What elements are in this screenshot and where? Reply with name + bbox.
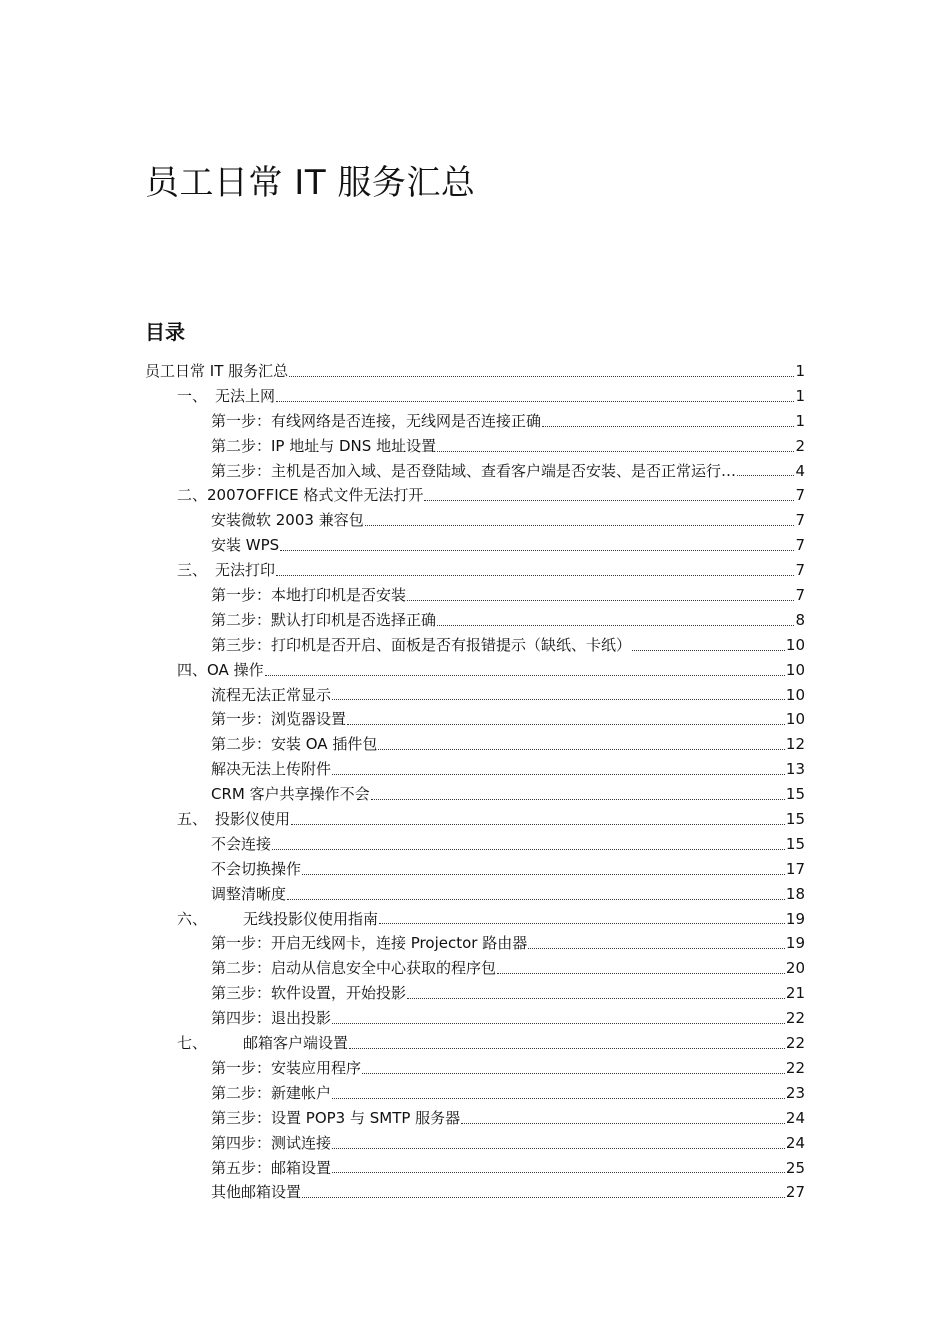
toc-entry[interactable] bbox=[145, 832, 805, 857]
toc-page-number: 1 bbox=[795, 362, 805, 380]
document-title: 员工日常 IT 服务汇总 bbox=[145, 163, 476, 203]
toc-entry-title: 安装 WPS bbox=[211, 536, 280, 555]
toc-entry[interactable] bbox=[145, 931, 805, 956]
toc-entry[interactable] bbox=[145, 956, 805, 981]
toc-heading: 目录 bbox=[145, 320, 185, 344]
toc-entry-title: 员工日常 IT 服务汇总 bbox=[145, 362, 289, 380]
toc-dot-leader bbox=[528, 947, 785, 949]
toc-entry-title: 第一步：浏览器设置 bbox=[211, 710, 347, 729]
toc-page-number: 20 bbox=[785, 959, 805, 978]
toc-entry[interactable] bbox=[145, 459, 805, 484]
toc-entry-title: 第三步：打印机是否开启、面板是否有报错提示（缺纸、卡纸） bbox=[211, 635, 632, 654]
toc-page-number: 17 bbox=[785, 859, 805, 878]
toc-entry[interactable] bbox=[145, 558, 805, 583]
toc-entry-title: 第四步：退出投影 bbox=[211, 1009, 332, 1028]
toc-dot-leader bbox=[280, 549, 794, 551]
toc-dot-leader bbox=[332, 698, 785, 700]
toc-entry-title: 第一步：本地打印机是否安装 bbox=[211, 586, 407, 605]
toc-page-number: 15 bbox=[785, 785, 805, 804]
toc-page-number: 8 bbox=[795, 610, 805, 629]
toc-entry-title: 调整清晰度 bbox=[211, 884, 287, 903]
toc-dot-leader bbox=[276, 574, 794, 576]
toc-entry[interactable] bbox=[145, 483, 805, 508]
toc-dot-leader bbox=[291, 823, 785, 825]
toc-entry-title: 第二步：启动从信息安全中心获取的程序包 bbox=[211, 959, 497, 978]
toc-entry[interactable] bbox=[145, 633, 805, 658]
toc-entry-title: 不会切换操作 bbox=[211, 859, 302, 878]
toc-entry-title: 其他邮箱设置 bbox=[211, 1183, 302, 1202]
toc-page-number: 10 bbox=[785, 710, 805, 729]
toc-entry[interactable] bbox=[145, 857, 805, 882]
toc-entry-title: 第二步：新建帐户 bbox=[211, 1083, 332, 1102]
toc-dot-leader bbox=[407, 997, 785, 999]
toc-entry-number: 七、 bbox=[177, 1034, 208, 1053]
toc-entry-title: 流程无法正常显示 bbox=[211, 685, 332, 704]
toc-entry[interactable] bbox=[145, 907, 805, 932]
toc-entry-title: 第三步：软件设置，开始投影 bbox=[211, 984, 407, 1003]
toc-page-number: 24 bbox=[785, 1108, 805, 1127]
toc-entry[interactable] bbox=[145, 583, 805, 608]
toc-entry[interactable] bbox=[145, 1056, 805, 1081]
toc-entry-number: 三、 bbox=[177, 561, 208, 580]
toc-page-number: 13 bbox=[785, 760, 805, 779]
toc-entry-title: 第二步：默认打印机是否选择正确 bbox=[211, 610, 437, 629]
toc-entry[interactable] bbox=[145, 981, 805, 1006]
toc-entry-title: CRM 客户共享操作不会 bbox=[211, 785, 370, 804]
toc-entry[interactable] bbox=[145, 732, 805, 757]
toc-page-number: 22 bbox=[785, 1009, 805, 1028]
toc-entry-title: 第四步：测试连接 bbox=[211, 1133, 332, 1152]
toc-entry[interactable] bbox=[145, 1081, 805, 1106]
toc-entry[interactable] bbox=[145, 757, 805, 782]
toc-entry-title: 第一步：开启无线网卡，连接 Projector 路由器 bbox=[211, 934, 528, 953]
toc-dot-leader bbox=[437, 450, 794, 452]
toc-page-number: 7 bbox=[795, 486, 805, 505]
toc-page-number: 1 bbox=[795, 411, 805, 430]
toc-entry-title: 无线投影仪使用指南 bbox=[243, 909, 379, 928]
toc-dot-leader bbox=[302, 1196, 785, 1198]
toc-entry[interactable] bbox=[145, 359, 805, 384]
toc-entry[interactable] bbox=[145, 608, 805, 633]
toc-dot-leader bbox=[347, 723, 785, 725]
toc-page-number: 1 bbox=[795, 386, 805, 405]
toc-dot-leader bbox=[365, 524, 795, 526]
toc-entry-title: OA 操作 bbox=[207, 660, 264, 679]
toc-entry-number: 二、 bbox=[177, 486, 208, 505]
toc-page-number: 7 bbox=[795, 536, 805, 555]
toc-page-number: 25 bbox=[785, 1158, 805, 1177]
toc-dot-leader bbox=[332, 1171, 785, 1173]
toc-dot-leader bbox=[272, 848, 785, 850]
toc-entry[interactable] bbox=[145, 1106, 805, 1131]
toc-dot-leader bbox=[461, 1122, 785, 1124]
toc-entry[interactable] bbox=[145, 707, 805, 732]
toc-entry[interactable] bbox=[145, 683, 805, 708]
toc-entry[interactable] bbox=[145, 658, 805, 683]
toc-entry[interactable] bbox=[145, 384, 805, 409]
toc-entry-title: 无法上网 bbox=[215, 386, 276, 405]
toc-page-number: 27 bbox=[785, 1183, 805, 1202]
toc-dot-leader bbox=[302, 873, 785, 875]
toc-page-number: 2 bbox=[795, 436, 805, 455]
toc-entry-title: 邮箱客户端设置 bbox=[243, 1034, 349, 1053]
toc-entry-title: 第三步：主机是否加入域、是否登陆域、查看客户端是否安装、是否正常运行… bbox=[211, 461, 737, 480]
toc-dot-leader bbox=[332, 1022, 785, 1024]
toc-page-number: 7 bbox=[795, 561, 805, 580]
toc-dot-leader bbox=[632, 649, 785, 651]
toc-dot-leader bbox=[437, 624, 794, 626]
toc-entry[interactable] bbox=[145, 409, 805, 434]
toc-page-number: 10 bbox=[785, 660, 805, 679]
toc-entry-number: 六、 bbox=[177, 909, 208, 928]
toc-dot-leader bbox=[332, 1097, 785, 1099]
toc-entry-title: 无法打印 bbox=[215, 561, 276, 580]
toc-dot-leader bbox=[737, 474, 794, 476]
toc-entry[interactable] bbox=[145, 807, 805, 832]
toc-dot-leader bbox=[542, 425, 794, 427]
toc-page-number: 22 bbox=[785, 1058, 805, 1077]
toc-dot-leader bbox=[287, 898, 785, 900]
toc-dot-leader bbox=[371, 798, 785, 800]
toc-entry-title: 解决无法上传附件 bbox=[211, 760, 332, 779]
toc-page-number: 15 bbox=[785, 810, 805, 829]
toc-entry-number: 五、 bbox=[177, 810, 208, 829]
toc-dot-leader bbox=[276, 400, 794, 402]
toc-page-number: 10 bbox=[785, 685, 805, 704]
toc-dot-leader bbox=[362, 1072, 785, 1074]
toc-page-number: 10 bbox=[785, 635, 805, 654]
toc-entry-title: 第一步：安装应用程序 bbox=[211, 1058, 362, 1077]
toc-page-number: 7 bbox=[795, 511, 805, 530]
toc-entry[interactable] bbox=[145, 782, 805, 807]
toc-dot-leader bbox=[497, 972, 785, 974]
toc-dot-leader bbox=[378, 748, 785, 750]
toc-dot-leader bbox=[332, 1147, 785, 1149]
toc-entry[interactable] bbox=[145, 882, 805, 907]
toc-entry[interactable] bbox=[145, 1031, 805, 1056]
toc-entry[interactable] bbox=[145, 1131, 805, 1156]
toc-entry-number: 四、 bbox=[177, 660, 208, 679]
toc-entry[interactable] bbox=[145, 533, 805, 558]
toc-dot-leader bbox=[265, 674, 785, 676]
toc-dot-leader bbox=[349, 1047, 785, 1049]
toc-page-number: 12 bbox=[785, 735, 805, 754]
toc-entry[interactable] bbox=[145, 508, 805, 533]
toc-entry-title: 第三步：设置 POP3 与 SMTP 服务器 bbox=[211, 1108, 461, 1127]
toc-entry[interactable] bbox=[145, 1180, 805, 1205]
toc-page-number: 15 bbox=[785, 834, 805, 853]
toc-entry[interactable] bbox=[145, 1156, 805, 1181]
toc-entry-title: 安装微软 2003 兼容包 bbox=[211, 511, 364, 530]
toc-entry-title: 第一步：有线网络是否连接，无线网是否连接正确 bbox=[211, 411, 542, 430]
toc-page-number: 22 bbox=[785, 1034, 805, 1053]
toc-page-number: 23 bbox=[785, 1083, 805, 1102]
toc-dot-leader bbox=[289, 375, 794, 377]
toc-page-number: 4 bbox=[795, 461, 805, 480]
toc-entry-title: 第二步：IP 地址与 DNS 地址设置 bbox=[211, 436, 437, 455]
toc-page-number: 19 bbox=[785, 909, 805, 928]
toc-dot-leader bbox=[407, 599, 794, 601]
toc-page-number: 21 bbox=[785, 984, 805, 1003]
toc-dot-leader bbox=[332, 773, 785, 775]
table-of-contents bbox=[145, 359, 805, 1205]
toc-dot-leader bbox=[424, 499, 794, 501]
toc-page-number: 7 bbox=[795, 586, 805, 605]
toc-entry-title: 不会连接 bbox=[211, 834, 272, 853]
toc-entry[interactable] bbox=[145, 434, 805, 459]
toc-dot-leader bbox=[379, 922, 785, 924]
toc-entry-number: 一、 bbox=[177, 386, 208, 405]
toc-entry[interactable] bbox=[145, 1006, 805, 1031]
toc-entry-title: 投影仪使用 bbox=[215, 810, 291, 829]
toc-page-number: 18 bbox=[785, 884, 805, 903]
toc-page-number: 19 bbox=[785, 934, 805, 953]
toc-page-number: 24 bbox=[785, 1133, 805, 1152]
toc-entry-title: 2007OFFICE 格式文件无法打开 bbox=[207, 486, 424, 505]
toc-entry-title: 第二步：安装 OA 插件包 bbox=[211, 735, 378, 754]
toc-entry-title: 第五步：邮箱设置 bbox=[211, 1158, 332, 1177]
